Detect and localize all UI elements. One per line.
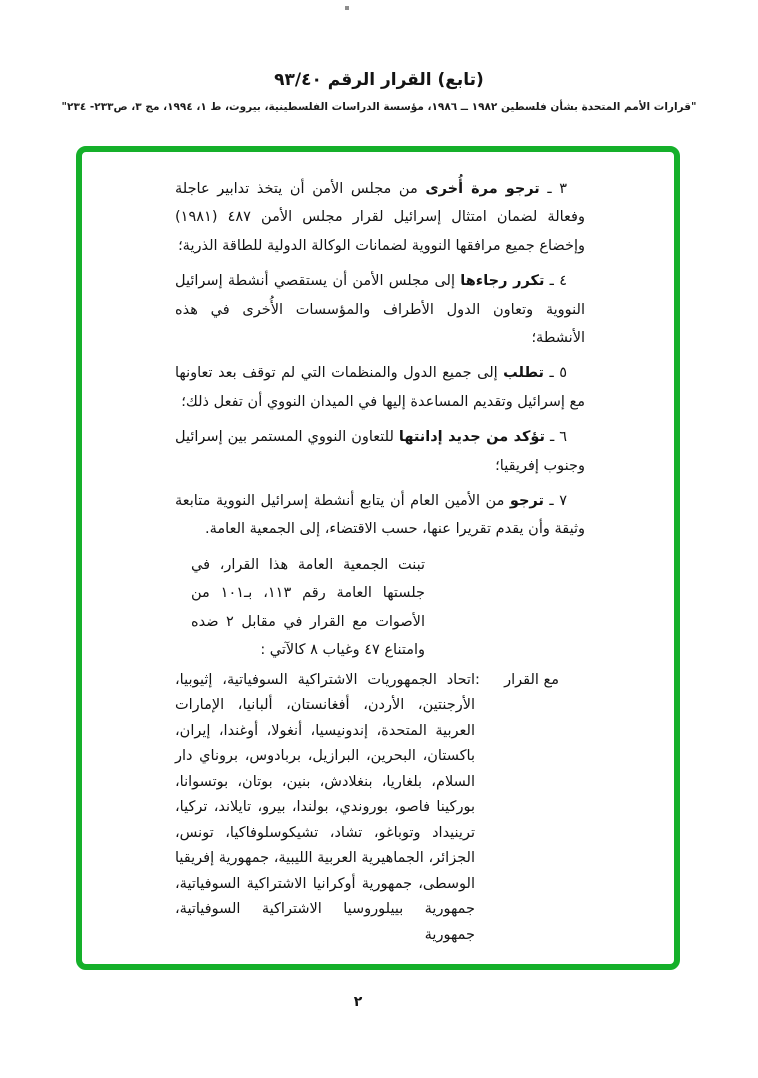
resolution-paragraph: ٤ ـ تكرر رجاءها إلى مجلس الأمن أن يستقصي أنشطة إسرائيل النووية وتعاون الدول الأطراف والمؤسسات الأُخرى في هذه الأنشطة؛: [175, 273, 585, 347]
vote-with-label-cell: [475, 668, 585, 949]
vote-with-label: مع القرار: [504, 671, 559, 688]
resolution-paragraph: ٦ ـ تؤكد من جديد إدانتها للتعاون النووي المستمر بين إسرائيل وجنوب إفريقيا؛: [175, 429, 585, 474]
resolution-paragraph: ٥ ـ تطلب إلى جميع الدول والمنظمات التي لم توقف بعد تعاونها مع إسرائيل وتقديم المساعدة إليها في الميدان النووي أن تفعل ذلك؛: [175, 365, 585, 410]
vote-with-colon: :: [475, 671, 480, 688]
vote-with-row: [175, 668, 585, 949]
source-citation: "قرارات الأمم المتحدة بشأن فلسطين ١٩٨٢ ــ ١٩٨٦، مؤسسة الدراسات الفلسطينية، بيروت، ط ١، ١٩٩٤، مج ٣، ص٢٣٣- ٢٣٤": [61, 101, 697, 113]
adoption-note: تبنت الجمعية العامة هذا القرار، في جلستها العامة رقم ١١٣، بـ١٠١ من الأصوات مع القرار في مقابل ٢ ضده وامتناع ٤٧ وغياب ٨ كالآتي :: [191, 556, 425, 659]
paragraph-lead-phrase: ترجو: [509, 493, 544, 510]
resolution-title: (تابع) القرار الرقم ٩٣/٤٠: [274, 70, 484, 90]
resolution-paragraph: ٧ ـ ترجو من الأمين العام أن يتابع أنشطة إسرائيل النووية متابعة وثيقة وأن يقدم تقريرا عنها، حسب الاقتضاء، إلى الجمعية العامة.: [175, 493, 585, 538]
paragraph-lead-phrase: ترجو مرة أُخرى: [425, 181, 540, 197]
resolution-paragraph: ٣ ـ ترجو مرة أُخرى من مجلس الأمن أن يتخذ تدابير عاجلة وفعالة لضمان امتثال إسرائيل لقرار مجلس الأمن ٤٨٧ (١٩٨١) وإخضاع جميع مرافقها النووية لضمانات الوكالة الدولية للطاقة الذرية؛: [175, 181, 585, 254]
paragraph-lead-phrase: تطلب: [503, 365, 544, 382]
resolution-paragraphs: [175, 175, 585, 544]
vote-with-countries: اتحاد الجمهوريات الاشتراكية السوفياتية، إثيوبيا، الأرجنتين، الأردن، أفغانستان، ألبانيا، الإمارات العربية المتحدة، إندونيسيا، أنغولا، أوغندا، إيران، باكستان، البحرين، البرازيل، بربادوس، بروناي دار السلام، بلغاريا، بنغلادش، بنين، بوتان، بوتسوانا، بوركينا فاصو، بوروندي، بولندا، بيرو، تايلاند، تركيا، ترينيداد وتوباغو، تشاد، تشيكوسلوفاكيا، تونس، الجزائر، الجماهيرية العربية الليبية، جمهورية إفريقيا الوسطى، جمهورية أوكرانيا الاشتراكية السوفياتية، جمهورية بييلوروسيا الاشتراكية السوفياتية، جمهورية: [175, 671, 475, 943]
page-number: ٢: [353, 994, 363, 1010]
resolution-body: [175, 175, 585, 948]
paragraph-lead-phrase: تؤكد من جديد إدانتها: [398, 429, 545, 446]
scan-artifact-dot: [345, 6, 349, 10]
paragraph-lead-phrase: تكرر رجاءها: [460, 273, 545, 290]
